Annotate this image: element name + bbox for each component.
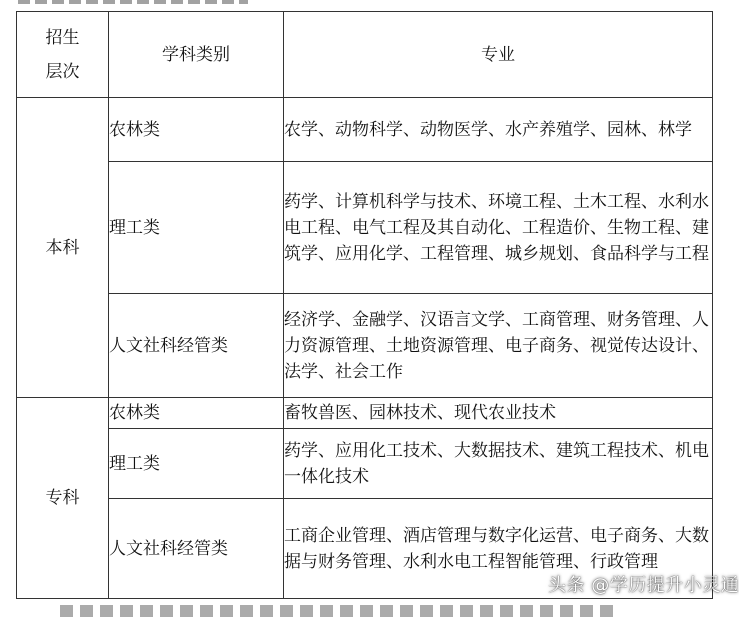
- table-row: [17, 398, 713, 429]
- category-cell: 农林类: [109, 398, 284, 429]
- majors-cell: 药学、应用化工技术、大数据技术、建筑工程技术、机电一体化技术: [284, 429, 713, 499]
- table-row: [17, 98, 713, 162]
- cropped-text-bottom: [60, 605, 620, 617]
- cropped-text-top: [18, 0, 248, 4]
- majors-cell: 畜牧兽医、园林技术、现代农业技术: [284, 398, 713, 429]
- category-cell: 人文社科经管类: [109, 499, 284, 599]
- header-major: 专业: [284, 12, 713, 98]
- header-level: 招生层次: [17, 12, 109, 98]
- category-cell: 农林类: [109, 98, 284, 162]
- majors-cell: 工商企业管理、酒店管理与数字化运营、电子商务、大数据与财务管理、水利水电工程智能管理、行政管理: [284, 499, 713, 599]
- watermark: 头条 @学历提升小灵通: [548, 575, 739, 596]
- category-cell: 理工类: [109, 429, 284, 499]
- category-cell: 理工类: [109, 162, 284, 294]
- category-cell: 人文社科经管类: [109, 294, 284, 398]
- table-row: [17, 429, 713, 499]
- table-row: [17, 162, 713, 294]
- majors-cell: 农学、动物科学、动物医学、水产养殖学、园林、林学: [284, 98, 713, 162]
- table-header-row: [17, 12, 713, 98]
- majors-cell: 经济学、金融学、汉语言文学、工商管理、财务管理、人力资源管理、土地资源管理、电子商务、视觉传达设计、法学、社会工作: [284, 294, 713, 398]
- header-category: 学科类别: [109, 12, 284, 98]
- enrollment-majors-table: [16, 11, 713, 599]
- level-cell: 专科: [17, 398, 109, 599]
- level-cell: 本科: [17, 98, 109, 398]
- table-row: [17, 294, 713, 398]
- majors-cell: 药学、计算机科学与技术、环境工程、土木工程、水利水电工程、电气工程及其自动化、工程造价、生物工程、建筑学、应用化学、工程管理、城乡规划、食品科学与工程: [284, 162, 713, 294]
